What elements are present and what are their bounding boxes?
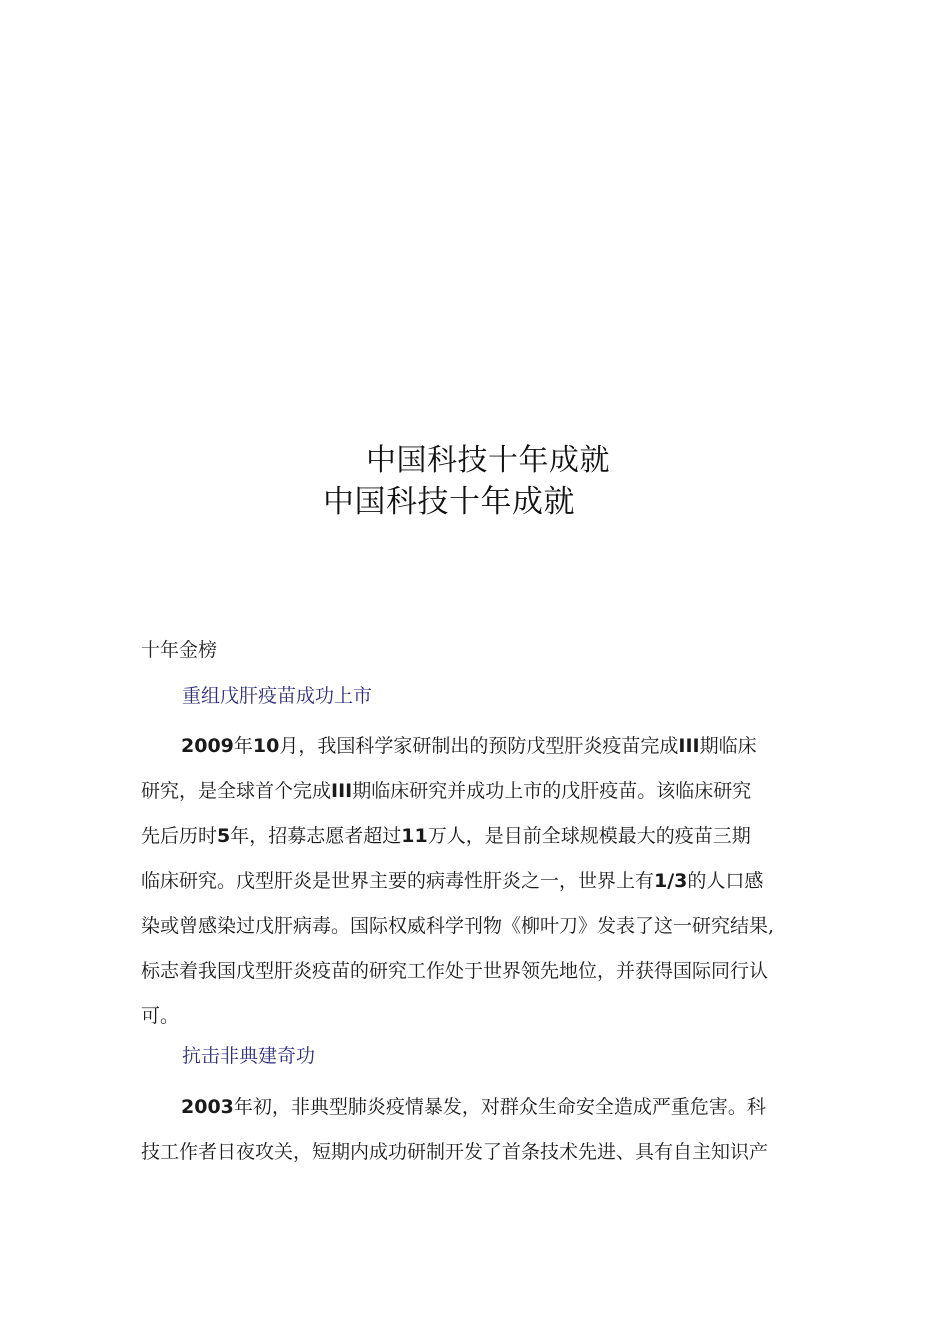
text-run: 标志着我国戊型肝炎疫苗的研究工作处于世界领先地位，并获得国际同行认 <box>141 960 769 982</box>
text-run: 研究，是全球首个完成 <box>141 780 332 802</box>
text-run: 可。 <box>141 1005 180 1027</box>
numeric-run: 11 <box>401 825 428 847</box>
text-run: 临床研究。戊型肝炎是世界主要的病毒性肝炎之一，世界上有 <box>141 870 655 892</box>
numeric-run: 2009 <box>181 735 234 757</box>
document-title-repeat: 中国科技十年成就 <box>323 484 575 520</box>
numeric-run: 5 <box>217 825 231 847</box>
numeric-run: 1/3 <box>654 870 688 892</box>
paragraph-line <box>141 724 781 769</box>
section-paragraph-sars <box>141 1085 781 1175</box>
text-run: 月，我国科学家研制出的预防戊型肝炎疫苗完成 <box>279 735 679 757</box>
section-heading-hev-vaccine: 重组戊肝疫苗成功上市 <box>182 685 373 707</box>
text-run: 万人，是目前全球规模最大的疫苗三期 <box>427 825 751 847</box>
section-label: 十年金榜 <box>141 639 218 661</box>
numeric-run: III <box>331 780 353 802</box>
numeric-run: 10 <box>252 735 280 757</box>
paragraph-line <box>141 949 781 994</box>
text-run: 年 <box>233 735 253 757</box>
section-heading-sars: 抗击非典建奇功 <box>182 1045 316 1067</box>
paragraph-line <box>141 1085 781 1130</box>
text-run: 年，招募志愿者超过 <box>230 825 402 847</box>
paragraph-line <box>141 904 781 949</box>
text-run: 先后历时 <box>141 825 218 847</box>
text-run: 期临床 <box>699 735 757 757</box>
document-title: 中国科技十年成就 <box>366 443 610 478</box>
text-run: 染或曾感染过戊肝病毒。国际权威科学刊物《柳叶刀》发表了这一研究结果, <box>141 915 775 937</box>
paragraph-line <box>141 814 781 859</box>
numeric-run: 2003 <box>181 1096 234 1118</box>
numeric-run: III <box>678 735 700 757</box>
text-run: 期临床研究并成功上市的戊肝疫苗。该临床研究 <box>352 780 752 802</box>
section-paragraph-hev-vaccine <box>141 724 781 1039</box>
text-run: 年初，非典型肺炎疫情暴发，对群众生命安全造成严重危害。科 <box>233 1096 766 1118</box>
paragraph-line <box>141 769 781 814</box>
paragraph-line <box>141 994 781 1039</box>
paragraph-line <box>141 859 781 904</box>
paragraph-line <box>141 1130 781 1175</box>
text-run: 技工作者日夜攻关，短期内成功研制开发了首条技术先进、具有自主知识产 <box>141 1141 769 1163</box>
text-run: 的人口感 <box>687 870 764 892</box>
